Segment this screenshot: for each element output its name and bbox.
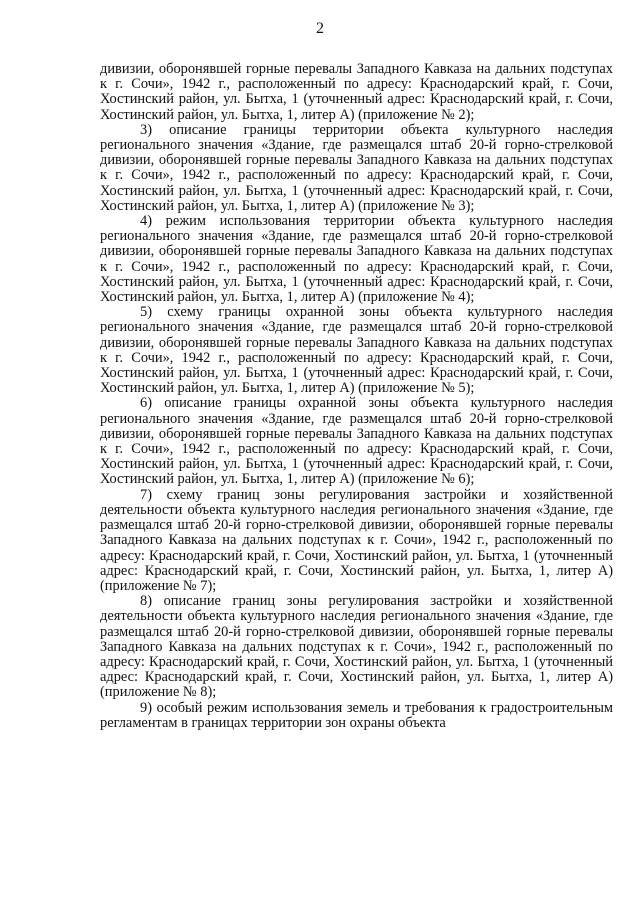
paragraph-continuation: дивизии, оборонявшей горные перевалы Западного Кавказа на дальних подступах к г. Сочи», 1942 г., расположенный по адресу: Краснодарский край, г. Сочи, Хостинский район, ул. Бытха, 1 (уточненный адрес: Краснодарский край, г. Сочи, Хостинский район, ул. Бытха, 1, литер А) (приложение № 2);: [100, 61, 613, 123]
document-body: [100, 62, 613, 731]
paragraph-item-8: 8) описание границ зоны регулирования застройки и хозяйственной деятельности объекта культурного наследия регионального значения «Здание, где размещался штаб 20-й горно-стрелковой дивизии, оборонявшей горные перевалы Западного Кавказа на дальних подступах к г. Сочи», 1942 г., расположенный по адресу: Краснодарский край, г. Сочи, Хостинский район, ул. Бытха, 1 (уточненный адрес: Краснодарский край, г. Сочи, Хостинский район, ул. Бытха, 1, литер А) (приложение № 8);: [100, 593, 613, 701]
page-number: 2: [316, 20, 324, 37]
paragraph-item-4: 4) режим использования территории объекта культурного наследия регионального значения «Здание, где размещался штаб 20-й горно-стрелковой дивизии, оборонявшей горные перевалы Западного Кавказа на дальних подступах к г. Сочи», 1942 г., расположенный по адресу: Краснодарский край, г. Сочи, Хостинский район, ул. Бытха, 1 (уточненный адрес: Краснодарский край, г. Сочи, Хостинский район, ул. Бытха, 1, литер А) (приложение № 4);: [100, 213, 613, 306]
paragraph-item-9: 9) особый режим использования земель и требования к градостроительным регламентам в границах территории зон охраны объекта: [100, 699, 613, 731]
paragraph-item-5: 5) схему границы охранной зоны объекта культурного наследия регионального значения «Здание, где размещался штаб 20-й горно-стрелковой дивизии, оборонявшей горные перевалы Западного Кавказа на дальних подступах к г. Сочи», 1942 г., расположенный по адресу: Краснодарский край, г. Сочи, Хостинский район, ул. Бытха, 1 (уточненный адрес: Краснодарский край, г. Сочи, Хостинский район, ул. Бытха, 1, литер А) (приложение № 5);: [100, 304, 613, 397]
paragraph-item-7: 7) схему границ зоны регулирования застройки и хозяйственной деятельности объекта культурного наследия регионального значения «Здание, где размещался штаб 20-й горно-стрелковой дивизии, оборонявшей горные перевалы Западного Кавказа на дальних подступах к г. Сочи», 1942 г., расположенный по адресу: Краснодарский край, г. Сочи, Хостинский район, ул. Бытха, 1 (уточненный адрес: Краснодарский край, г. Сочи, Хостинский район, ул. Бытха, 1, литер А) (приложение № 7);: [100, 486, 613, 594]
paragraph-item-6: 6) описание границы охранной зоны объекта культурного наследия регионального значения «Здание, где размещался штаб 20-й горно-стрелковой дивизии, оборонявшей горные перевалы Западного Кавказа на дальних подступах к г. Сочи», 1942 г., расположенный по адресу: Краснодарский край, г. Сочи, Хостинский район, ул. Бытха, 1 (уточненный адрес: Краснодарский край, г. Сочи, Хостинский район, ул. Бытха, 1, литер А) (приложение № 6);: [100, 395, 613, 488]
paragraph-item-3: 3) описание границы территории объекта культурного наследия регионального значения «Здание, где размещался штаб 20-й горно-стрелковой дивизии, оборонявшей горные перевалы Западного Кавказа на дальних подступах к г. Сочи», 1942 г., расположенный по адресу: Краснодарский край, г. Сочи, Хостинский район, ул. Бытха, 1 (уточненный адрес: Краснодарский край, г. Сочи, Хостинский район, ул. Бытха, 1, литер А) (приложение № 3);: [100, 121, 613, 214]
